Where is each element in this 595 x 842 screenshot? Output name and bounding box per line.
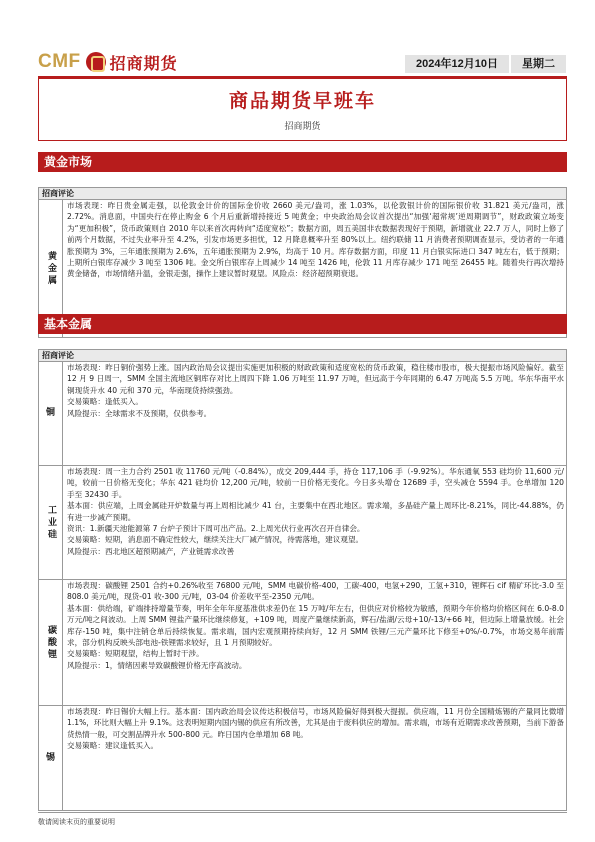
base-table-header: 招商评论 — [39, 350, 566, 362]
table-row-silicon — [39, 466, 566, 580]
company-logo — [38, 51, 178, 73]
lithium-commentary: 市场表现：碳酸锂 2501 合约+0.26%收至 76800 元/吨，SMM 电碳价格-400，工碳-400，电氢+290，工氢+310，锂辉石 cif 精矿环比-3.0 至 808.0 美元/吨，现货-01 收-300 元/吨，03-04 价差收平至-2350 元/吨。 基本面：供给端，矿端排持增量节奏，明年全年年度基准供求差仍在 15 万吨/年左右，但供应对价格较为敏感，预期今年价格均价格区间在 6.0-8.0 万元/吨之间波动。上周 SMM 锂盐产量环比继续修复，+109 吨，周度产量继续新高，辉石/盐湖/云母+10/-13/+66 吨，但边际上增量放缓。社会库存-150 吨，集中注销仓单后持续恢复。需求端，国内宏观预期持续向好，12 月 SMM 铁锂/三元产量环比下修至+0%/-0.7%，市场交易年前需求，部分机构反映头部电池-铁锂需求较好，且 1 月预期较好。 交易策略：短期观望，结构上暂时干涉。 风险提示：1，情绪因素导致碳酸锂价格无序高波动。 — [67, 581, 564, 670]
footer-disclaimer-note: 敬请阅读末页的重要说明 — [38, 818, 115, 826]
section-base-metals-title: 基本金属 — [38, 314, 567, 334]
silicon-commentary: 市场表现：周一主力合约 2501 收 11760 元/吨（-0.84%），成交 209,444 手，持仓 117,106 手（-9.92%）。华东通氧 553 硅均价 11,600 元/吨，较前一日价格无变化；华东 421 硅均价 12,200 元/吨，较前一日价格无变化。今日多头增仓 12689 手，空头减仓 5594 手。仓单增加 120 手至 32430 手。 基本面：供应端，上周金属硅开炉数量与再上周相比减少 41 台，主要集中在西北地区。需求端，多晶硅产量上周环比-8.21%，同比-44.88%，仍有进一步减产预期。 资讯：1.新疆天池能源第 7 台炉子预计下周可出产品。2.上周光伏行业再次召开自律会。 交易策略：短期，消息面不确定性较大，继续关注大厂减产情况，待需落地，建议观望。 风险提示：西北地区超预期减产，产业链需求改善 — [67, 467, 564, 556]
table-row-copper — [39, 362, 566, 466]
page-title: 商品期货早班车 — [228, 90, 376, 112]
row-label-copper: 铜 — [39, 362, 63, 465]
row-label-tin: 锡 — [39, 706, 63, 810]
logo-cn-text: 招商期货 — [109, 53, 178, 73]
gold-commentary: 市场表现：昨日贵金属走强，以伦敦金计价的国际金价收 2660 美元/盎司，涨 1.03%，以伦敦银计价的国际银价收 31.821 美元/盎司，涨 2.72%。消息面，中国央行在停止购金 6 个月后重新增持接近 5 吨黄金；中央政治局会议首次提出“加强‘超常规’逆周期调节”，财政政策立场变为“更加积极”，货币政策则自 2010 年以来首次再转向“适度宽松”；数据方面，周五美国非农数据表现好于预期，新增就业 22.7 万人，同时上修了前两个月数据，不过失业率升至 4.2%，引发市场更多担忧，12 月降息概率升至 80%以上。纽约联储 11 月消费者预期调查显示，受访者的一年通胀预期为 3%，三年通胀预期为 2.6%，五年通胀预期为 2.9%，均高于 10 月。库存数据方面，印度 11 月白银实际进口 347 吨左右，低于预期；上期所白银库存减少 3 吨至 1306 吨。金交所白银库存上周减少 14 吨至 1426 吨，伦敦 11 月库存减少 171 吨至 26455 吨。随着央行再次增持黄金储备，市场情绪升温，金银走强，操作上建议暂时观望。风险点：经济超预期衰退。 — [67, 201, 564, 279]
report-date: 2024年12月10日 — [405, 55, 509, 73]
section-gold-title: 黄金市场 — [38, 152, 567, 172]
table-row-lithium-carbonate — [39, 580, 566, 706]
logo-cmf-text: CMF — [38, 51, 81, 72]
footer-rule — [38, 812, 567, 813]
row-label-gold: 黄金属 — [39, 200, 63, 337]
copper-commentary: 市场表现：昨日铜价强势上涨。国内政治局会议提出实施更加积极的财政政策和适度宽松的货币政策，稳住楼市股市，极大提振市场风险偏好。截至 12 月 9 日周一，SMM 全国主流地区铜库存对比上周四下降 1.06 万吨至 11.97 万吨，但远高于今年同期的 6.47 万吨高 5.5 万吨。华东华南平水铜现货升水 40 元和 370 元，华南现货持续强劲。 交易策略：逢低买入。 风险提示：全球需求不及预期，仅供参考。 — [67, 363, 564, 418]
table-row-tin — [39, 706, 566, 810]
gold-table-header: 招商评论 — [39, 188, 566, 200]
page-subtitle: 招商期货 — [284, 122, 321, 132]
base-metals-table — [38, 349, 567, 811]
logo-emblem-icon — [86, 52, 106, 72]
row-label-lithium: 碳酸锂 — [39, 580, 63, 705]
report-weekday: 星期二 — [511, 55, 566, 73]
tin-commentary: 市场表现：昨日锡价大幅上行。基本面：国内政治局会议传达积极信号，市场风险偏好得到极大提振。供应端，11 月份全国精炼锡的产量同比微增 1.1%，环比则大幅上升 9.1%。这表明短期内国内锡的供应有所改善，尤其是由于废料供应的增加。需求端，市场有近期需求改善预期，当前下游备货热情一般，可交割品牌升水 500-800 元。昨日国内仓单增加 68 吨。 交易策略：建议逢低买入。 — [67, 707, 564, 751]
row-label-silicon: 工业硅 — [39, 466, 63, 579]
